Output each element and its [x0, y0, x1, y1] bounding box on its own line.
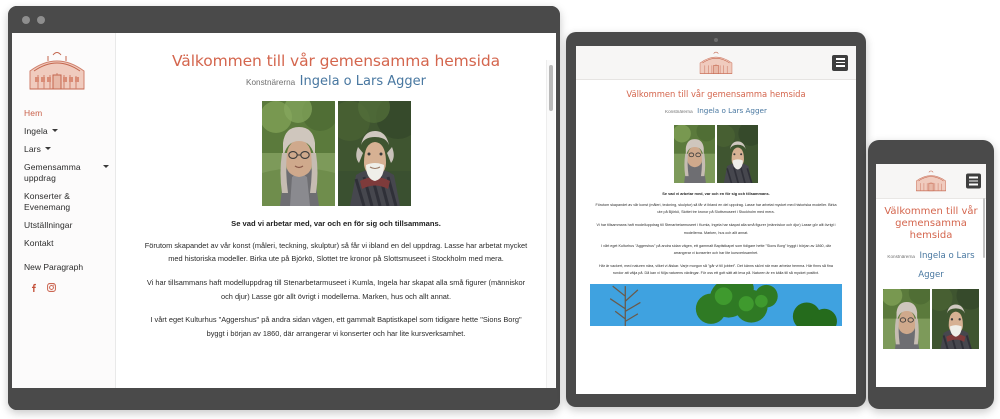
window-dot-minimize[interactable] [37, 16, 45, 24]
hamburger-menu-button[interactable] [832, 55, 848, 71]
sidebar-item-gemensamma-uppdrag[interactable] [24, 162, 115, 183]
body-paragraph-2: Vi har tillsammans haft modelluppdrag till Stenarbetarmuseet i Kumla, Ingela har skapat alla små figurer (människor och djur) Lasse gör allt övrigt i modellerna. Marken, hus och allt annat. [596, 223, 836, 235]
page-subtitle [590, 100, 842, 118]
hamburger-line [836, 58, 845, 59]
mobile-viewport [876, 164, 986, 387]
lead-paragraph: Se vad vi arbetar med, var och en för sig och tillsammans. [662, 191, 770, 196]
body-paragraph-1: Förutom skapandet av vår konst (måleri, teckning, skulptur) så får vi ibland en del uppdrag. Lasse har arbetat mycket med historiska modeller. Birka ute på Björkö, Slottet tre kronor på Slottsmuseet i Stockholm med mera. [595, 202, 837, 215]
site-logo[interactable] [12, 45, 115, 108]
body-paragraph-3: I vårt eget Kulturhus "Aggershus" på andra sidan vägen, ett gammalt Baptistkapel som tidigare hette "Sions Borg" byggt i början av 1860, där arrangerar vi konserter och har lite kursverksamhet. [150, 315, 522, 339]
sidebar-item-utstallningar[interactable] [24, 220, 115, 231]
camera-icon [714, 38, 718, 42]
nature-photo [576, 284, 856, 326]
hamburger-line [969, 184, 978, 185]
hamburger-line [969, 180, 978, 181]
chevron-down-icon[interactable] [45, 147, 51, 150]
tablet-viewport [576, 46, 856, 394]
portrait-pair [590, 125, 842, 183]
hamburger-line [836, 62, 845, 63]
portrait-lars [338, 101, 411, 206]
subtitle-names: Ingela o Lars Agger [918, 251, 975, 281]
sidebar-item-label: Kontakt [24, 238, 54, 248]
sidebar [12, 33, 116, 388]
tablet-site-header [576, 46, 856, 80]
main-content [116, 33, 556, 388]
facebook-icon[interactable] [29, 283, 38, 292]
hamburger-line [836, 65, 845, 66]
window-dot-close[interactable] [22, 16, 30, 24]
sidebar-item-label: Konserter & Evenemang [24, 191, 71, 212]
portrait-ingela [262, 101, 335, 206]
desktop-viewport [12, 33, 556, 388]
mobile-main-content [876, 199, 986, 349]
body-paragraph-2: Vi har tillsammans haft modelluppdrag till Stenarbetarmuseet i Kumla, Ingela har skapat alla små figurer (människor och djur) Lasse gör allt övrigt i modellerna. Marken, hus och allt annat. [146, 277, 526, 301]
portrait-lars [717, 125, 758, 183]
site-logo[interactable] [909, 169, 953, 193]
portrait-lars [932, 289, 979, 349]
browser-bottom-bar [8, 388, 560, 410]
sidebar-item-label: Gemensamma uppdrag [24, 162, 81, 183]
subtitle-prefix: Konstnärerna [246, 77, 296, 87]
subtitle-prefix: Konstnärerna [887, 254, 915, 259]
sidebar-item-label: Ingela [24, 126, 48, 137]
chevron-down-icon[interactable] [103, 165, 109, 168]
desktop-device-frame [8, 6, 560, 410]
chevron-down-icon[interactable] [52, 129, 58, 132]
hamburger-line [969, 177, 978, 178]
page-subtitle [883, 244, 979, 282]
instagram-icon[interactable] [47, 283, 56, 292]
sidebar-item-hem[interactable] [24, 108, 115, 119]
social-links [12, 283, 115, 292]
new-paragraph-label: New Paragraph [24, 261, 84, 272]
sidebar-item-label: Lars [24, 144, 41, 155]
sidebar-item-konserter-evenemang[interactable] [24, 191, 115, 212]
body-paragraph-1: Förutom skapandet av vår konst (måleri, teckning, skulptur) så får vi ibland en del uppdrag. Lasse har arbetat mycket med historiska modeller. Birka ute på Björkö, Slottet tre kronor på Slottsmuseet i Stockholm med mera. [144, 240, 528, 264]
body-paragraph-3: I vårt eget Kulturhus "Aggershus" på andra sidan vägen, ett gammalt Baptistkapel som tidigare hette "Sions Borg" byggt i början av 1860, där arrangerar vi konserter och har lite kursverksamhet. [601, 243, 831, 255]
hamburger-menu-button[interactable] [966, 174, 981, 189]
subtitle-prefix: Konstnärerna [665, 109, 693, 114]
sidebar-item-label: Hem [24, 108, 43, 118]
tablet-main-content [576, 80, 856, 278]
page-title: Välkommen till vår gemensamma hemsida [172, 52, 500, 70]
mobile-site-header [876, 164, 986, 199]
sidebar-item-label: Utställningar [24, 219, 73, 230]
subtitle-names: Ingela o Lars Agger [697, 106, 767, 115]
mobile-device-frame [868, 140, 994, 409]
tablet-device-frame [566, 32, 866, 407]
portrait-ingela [883, 289, 930, 349]
site-logo[interactable] [692, 50, 740, 76]
body-paragraph-4: Här är vackert, med naturen nära, vilket vi älskar. Varje morgon så "går vi till jobbet". Det känns skönt när man arbetar hemma. Här finns så fina rundor att välja på. Då kan vi följa naturens växlingar. För oss ett gott sätt att leva på. Naturen är en källa till så mycket positivt. [599, 264, 833, 276]
sidebar-item-ingela[interactable] [24, 126, 115, 137]
sidebar-item-kontakt[interactable] [24, 238, 115, 249]
sidebar-item-lars[interactable] [24, 144, 115, 155]
scrollbar-thumb[interactable] [983, 198, 985, 258]
scrollbar-thumb[interactable] [549, 65, 553, 111]
page-title: Välkommen till vår gemensamma hemsida [626, 89, 806, 99]
lead-paragraph: Se vad vi arbetar med, var och en för sig och tillsammans. [231, 219, 441, 229]
page-title: Välkommen till vår gemensamma hemsida [884, 206, 978, 241]
sidebar-nav [12, 108, 115, 249]
browser-titlebar [8, 6, 560, 33]
portrait-pair [883, 289, 979, 349]
portrait-ingela [674, 125, 715, 183]
subtitle-names: Ingela o Lars Agger [299, 73, 426, 89]
portrait-pair [134, 101, 538, 206]
page-subtitle [134, 72, 538, 90]
